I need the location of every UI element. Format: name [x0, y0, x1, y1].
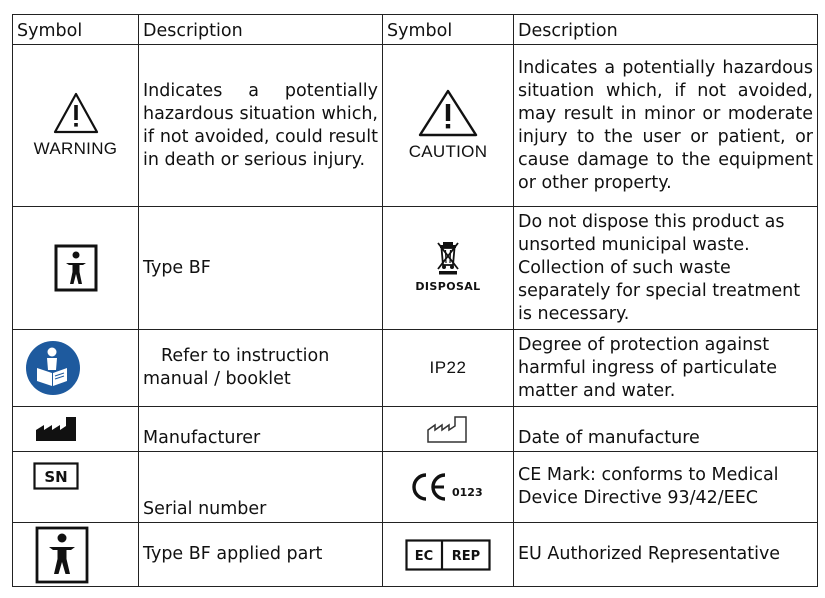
- header-symbol-1: Symbol: [13, 15, 139, 45]
- warning-triangle-icon: [52, 91, 100, 135]
- instruction-manual-icon: [25, 340, 81, 396]
- disposal-description: Do not dispose this product as unsorted municipal waste. Collection of such waste separately for special treatment is necessary.: [514, 207, 818, 330]
- date-of-manufacture-icon: [426, 414, 470, 444]
- crossed-out-bin-icon: [435, 239, 461, 275]
- date-manufacture-symbol-cell: [383, 407, 514, 452]
- manufacturer-factory-icon: [35, 416, 77, 442]
- table-header-row: [13, 15, 818, 45]
- ip22-description: Degree of protection against harmful ingress of particulate matter and water.: [514, 330, 818, 407]
- manual-description: [139, 330, 383, 407]
- ce-mark-icon: [410, 472, 486, 502]
- serial-number-icon: [33, 462, 79, 490]
- header-description-1: Description: [139, 15, 383, 45]
- symbols-table: [12, 14, 818, 587]
- svg-text:0123: 0123: [452, 486, 483, 499]
- manual-description-text: Refer to instruction manual / booklet: [143, 346, 330, 389]
- ec-rep-icon: [405, 539, 491, 571]
- type-bf-symbol-cell: [13, 207, 139, 330]
- caution-symbol-cell: [383, 45, 514, 207]
- date-manufacture-description: Date of manufacture: [514, 407, 818, 452]
- bf-applied-symbol-cell: [13, 523, 139, 587]
- type-bf-applied-part-icon: [35, 526, 89, 584]
- warning-description: Indicates a potentially hazardous situation which, if not avoided, could result in death or serious injury.: [139, 45, 383, 207]
- manufacturer-symbol-cell: [13, 407, 139, 452]
- svg-text:EC: EC: [414, 548, 434, 564]
- caution-label: CAUTION: [408, 142, 488, 161]
- table-row: [13, 330, 818, 407]
- serial-number-description: Serial number: [139, 452, 383, 523]
- table-row: [13, 407, 818, 452]
- svg-text:SN: SN: [44, 468, 68, 486]
- ec-rep-description: EU Authorized Representative: [514, 523, 818, 587]
- manual-symbol-cell: [13, 330, 139, 407]
- type-bf-icon: [54, 244, 98, 292]
- serial-symbol-cell: [13, 452, 139, 523]
- table-row: [13, 452, 818, 523]
- table-row: [13, 45, 818, 207]
- disposal-symbol-cell: [383, 207, 514, 330]
- header-description-2: Description: [514, 15, 818, 45]
- header-symbol-2: Symbol: [383, 15, 514, 45]
- svg-text:REP: REP: [451, 548, 481, 564]
- caution-triangle-icon: [417, 88, 479, 138]
- table-row: [13, 207, 818, 330]
- ip22-label: IP22: [429, 358, 467, 377]
- ce-symbol-cell: [383, 452, 514, 523]
- ip22-symbol-cell: [383, 330, 514, 407]
- disposal-label: DISPOSAL: [415, 279, 481, 293]
- bf-applied-description: Type BF applied part: [139, 523, 383, 587]
- warning-symbol-cell: [13, 45, 139, 207]
- type-bf-description: Type BF: [139, 207, 383, 330]
- warning-label: WARNING: [33, 139, 118, 158]
- ec-rep-symbol-cell: [383, 523, 514, 587]
- caution-description: Indicates a potentially hazardous situation which, if not avoided, may result in minor or moderate injury to the user or patient, or cause damage to the equipment or other property.: [514, 45, 818, 207]
- manufacturer-description: Manufacturer: [139, 407, 383, 452]
- table-row: [13, 523, 818, 587]
- ce-description: CE Mark: conforms to Medical Device Directive 93/42/EEC: [514, 452, 818, 523]
